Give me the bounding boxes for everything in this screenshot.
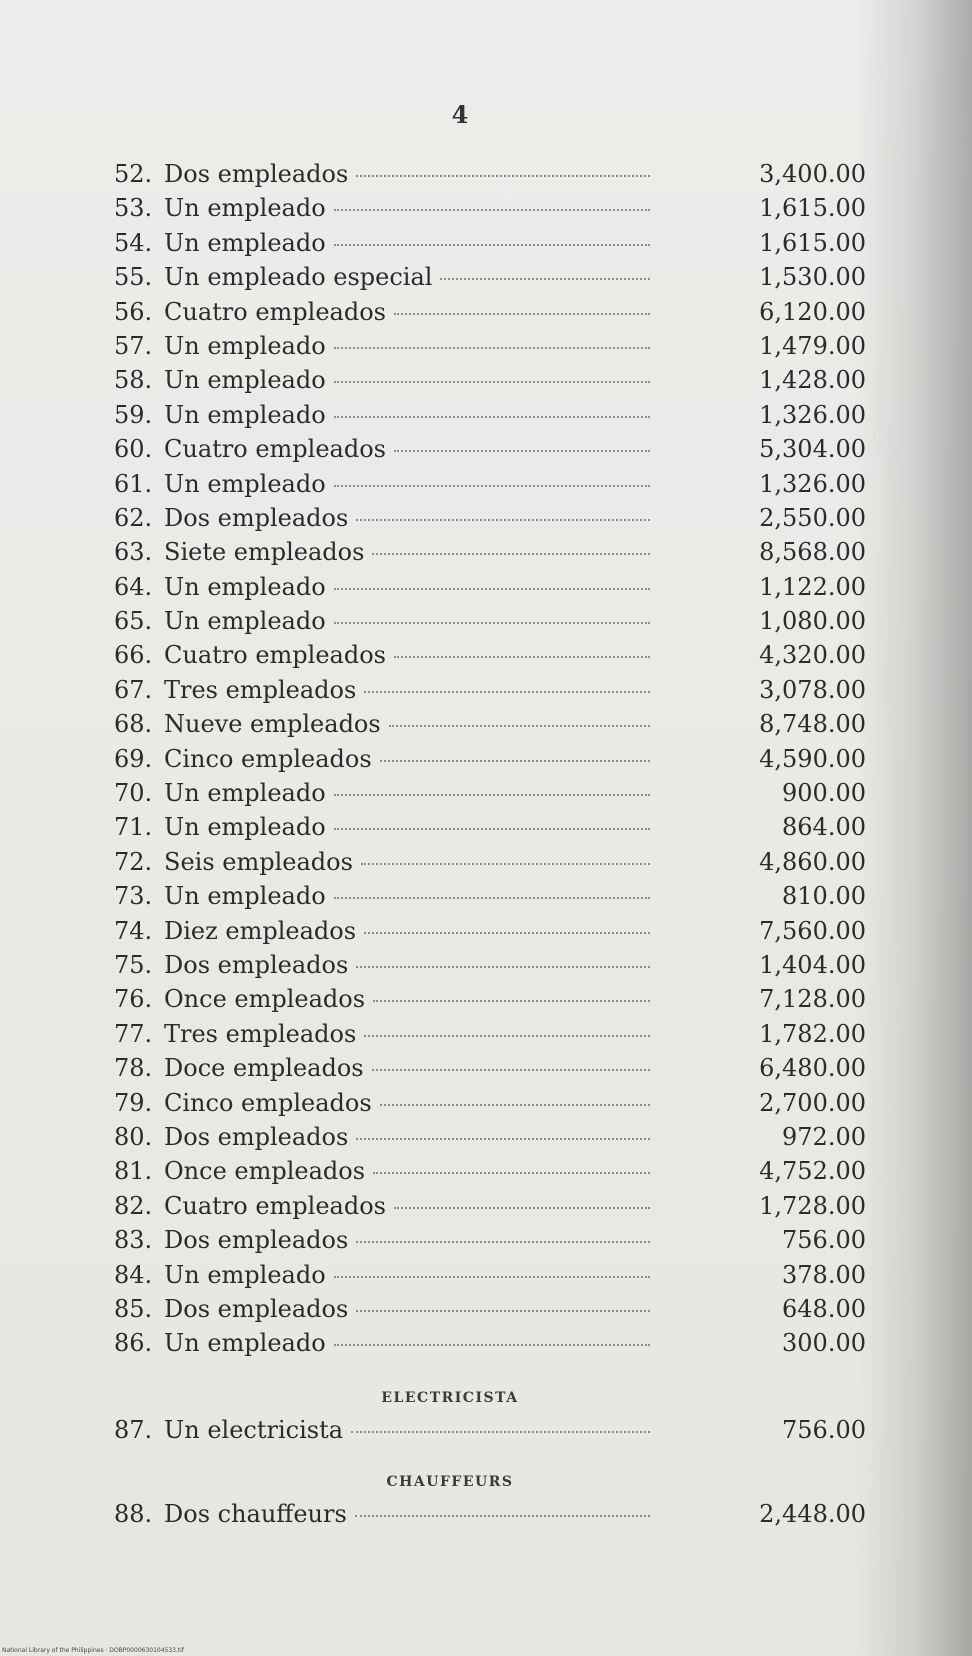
item-amount: 2,448.00 <box>759 1500 866 1529</box>
list-item <box>114 673 866 707</box>
dot-leader <box>334 484 650 487</box>
item-description: Dos chauffeurs <box>164 1500 347 1529</box>
list-item <box>114 432 866 466</box>
item-description: Dos empleados <box>164 950 349 979</box>
list-item <box>114 467 866 501</box>
item-amount: 900.00 <box>782 779 866 808</box>
dot-leader <box>351 1430 650 1433</box>
dot-leader <box>361 862 650 865</box>
item-number: 71. <box>114 813 153 842</box>
item-description: Tres empleados <box>164 1019 357 1048</box>
item-amount: 1,428.00 <box>759 366 866 395</box>
list-item <box>114 1326 866 1360</box>
item-description: Diez empleados <box>164 916 357 945</box>
list-item <box>114 810 866 844</box>
dot-leader <box>373 999 650 1002</box>
list-item <box>114 707 866 741</box>
item-description: Cuatro empleados <box>164 297 386 326</box>
item-description: Dos empleados <box>164 160 349 188</box>
item-number: 55. <box>114 263 153 292</box>
dot-leader <box>364 931 650 934</box>
item-number: 63. <box>114 538 153 567</box>
item-description: Once empleados <box>164 1157 366 1186</box>
item-number: 82. <box>114 1191 153 1220</box>
item-description: Un empleado <box>164 572 326 601</box>
item-description: Un empleado <box>164 1260 326 1289</box>
item-number: 75. <box>114 950 153 979</box>
item-number: 59. <box>114 400 153 429</box>
item-description: Un empleado <box>164 194 326 223</box>
item-amount: 4,320.00 <box>759 641 866 670</box>
scan-footer: National Library of the Philippines · DOBP0000630104533.tif <box>2 1647 185 1654</box>
item-amount: 756.00 <box>782 1415 866 1444</box>
item-amount: 6,480.00 <box>759 1054 866 1083</box>
list-item <box>114 1189 866 1223</box>
item-amount: 972.00 <box>782 1122 866 1151</box>
item-amount: 7,560.00 <box>759 916 866 945</box>
item-amount: 1,530.00 <box>759 263 866 292</box>
item-number: 64. <box>114 572 153 601</box>
item-amount: 864.00 <box>782 813 866 842</box>
item-amount: 3,400.00 <box>759 160 866 188</box>
list-item <box>114 226 866 260</box>
item-amount: 756.00 <box>782 1226 866 1255</box>
dot-leader <box>364 1034 650 1037</box>
item-number: 65. <box>114 607 153 636</box>
item-description: Siete empleados <box>164 538 365 567</box>
item-amount: 378.00 <box>782 1260 866 1289</box>
item-amount: 648.00 <box>782 1294 866 1323</box>
list-item <box>114 1086 866 1120</box>
dot-leader <box>389 724 650 727</box>
item-amount: 3,078.00 <box>759 675 866 704</box>
item-number: 58. <box>114 366 153 395</box>
item-amount: 8,748.00 <box>759 710 866 739</box>
dot-leader <box>334 208 650 211</box>
item-description: Un empleado especial <box>164 263 433 292</box>
dot-leader <box>356 518 650 521</box>
dot-leader <box>334 380 650 383</box>
item-amount: 1,080.00 <box>759 607 866 636</box>
dot-leader <box>380 1103 650 1106</box>
list-item <box>114 948 866 982</box>
list-item <box>114 295 866 329</box>
item-amount: 1,782.00 <box>759 1019 866 1048</box>
item-description: Dos empleados <box>164 1226 349 1255</box>
item-number: 60. <box>114 435 153 464</box>
dot-leader <box>334 587 650 590</box>
list-item <box>114 570 866 604</box>
item-description: Doce empleados <box>164 1054 364 1083</box>
dot-leader <box>356 1309 650 1312</box>
item-amount: 6,120.00 <box>759 297 866 326</box>
item-description: Cuatro empleados <box>164 641 386 670</box>
list-item <box>114 260 866 294</box>
item-number: 66. <box>114 641 153 670</box>
dot-leader <box>334 1343 650 1346</box>
dot-leader <box>356 174 650 177</box>
item-description: Dos empleados <box>164 1122 349 1151</box>
item-description: Un empleado <box>164 400 326 429</box>
item-number: 70. <box>114 779 153 808</box>
dot-leader <box>364 690 650 693</box>
list-item <box>114 1154 866 1188</box>
item-number: 54. <box>114 228 153 257</box>
list-item <box>114 1292 866 1326</box>
dot-leader <box>356 1240 650 1243</box>
list-item <box>114 1223 866 1257</box>
dot-leader <box>394 655 650 658</box>
list-item <box>114 604 866 638</box>
list-item <box>114 191 866 225</box>
item-description: Seis empleados <box>164 847 353 876</box>
item-number: 85. <box>114 1294 153 1323</box>
item-description: Un empleado <box>164 331 326 360</box>
item-amount: 2,550.00 <box>759 503 866 532</box>
item-description: Nueve empleados <box>164 710 381 739</box>
item-amount: 4,860.00 <box>759 847 866 876</box>
page-number: 4 <box>451 100 469 129</box>
list-item <box>114 638 866 672</box>
dot-leader <box>334 346 650 349</box>
item-number: 80. <box>114 1122 153 1151</box>
item-amount: 300.00 <box>782 1329 866 1358</box>
item-number: 52. <box>114 160 153 188</box>
item-number: 57. <box>114 331 153 360</box>
section-heading-chauffeurs: CHAUFFEURS <box>386 1474 514 1491</box>
dot-leader <box>334 415 650 418</box>
item-description: Un empleado <box>164 1329 326 1358</box>
item-number: 53. <box>114 194 153 223</box>
item-number: 67. <box>114 675 153 704</box>
item-description: Un empleado <box>164 228 326 257</box>
item-number: 84. <box>114 1260 153 1289</box>
item-number: 76. <box>114 985 153 1014</box>
list-item <box>114 535 866 569</box>
dot-leader <box>394 449 650 452</box>
item-number: 86. <box>114 1329 153 1358</box>
item-number: 72. <box>114 847 153 876</box>
item-amount: 1,404.00 <box>759 950 866 979</box>
item-description: Un empleado <box>164 607 326 636</box>
dot-leader <box>334 621 650 624</box>
list-item <box>114 914 866 948</box>
item-description: Cuatro empleados <box>164 1191 386 1220</box>
section-heading-electricista: ELECTRICISTA <box>381 1389 519 1406</box>
list-item <box>114 157 866 191</box>
item-amount: 4,590.00 <box>759 744 866 773</box>
dot-leader <box>394 1206 650 1209</box>
item-amount: 810.00 <box>782 882 866 911</box>
item-amount: 8,568.00 <box>759 538 866 567</box>
item-description: Tres empleados <box>164 675 357 704</box>
list-item <box>114 398 866 432</box>
item-amount: 1,326.00 <box>759 400 866 429</box>
dot-leader <box>356 965 650 968</box>
item-number: 73. <box>114 882 153 911</box>
dot-leader <box>356 1137 650 1140</box>
list-item <box>114 1413 866 1447</box>
item-number: 78. <box>114 1054 153 1083</box>
item-description: Un empleado <box>164 882 326 911</box>
item-number: 69. <box>114 744 153 773</box>
list-item <box>114 501 866 535</box>
dot-leader <box>440 277 650 280</box>
item-number: 61. <box>114 469 153 498</box>
item-number: 88. <box>114 1500 153 1529</box>
item-amount: 1,728.00 <box>759 1191 866 1220</box>
item-amount: 2,700.00 <box>759 1088 866 1117</box>
list-item <box>114 1258 866 1292</box>
list-item <box>114 1051 866 1085</box>
item-number: 77. <box>114 1019 153 1048</box>
item-number: 87. <box>114 1415 153 1444</box>
item-number: 83. <box>114 1226 153 1255</box>
item-description: Dos empleados <box>164 503 349 532</box>
dot-leader <box>372 552 650 555</box>
item-number: 74. <box>114 916 153 945</box>
item-description: Un empleado <box>164 779 326 808</box>
dot-leader <box>380 759 650 762</box>
dot-leader <box>334 243 650 246</box>
item-number: 79. <box>114 1088 153 1117</box>
dot-leader <box>355 1514 650 1517</box>
item-description: Un empleado <box>164 366 326 395</box>
list-item <box>114 329 866 363</box>
salary-list <box>114 157 866 1531</box>
item-description: Cuatro empleados <box>164 435 386 464</box>
dot-leader <box>334 793 650 796</box>
list-item <box>114 982 866 1016</box>
list-item <box>114 1017 866 1051</box>
item-amount: 7,128.00 <box>759 985 866 1014</box>
item-description: Un empleado <box>164 469 326 498</box>
entries-list <box>114 157 866 1361</box>
item-description: Un electricista <box>164 1415 344 1444</box>
item-amount: 1,479.00 <box>759 331 866 360</box>
list-item <box>114 1497 866 1531</box>
item-amount: 1,615.00 <box>759 194 866 223</box>
item-description: Once empleados <box>164 985 366 1014</box>
dot-leader <box>334 896 650 899</box>
dot-leader <box>334 1275 650 1278</box>
list-item <box>114 363 866 397</box>
dot-leader <box>372 1068 650 1071</box>
item-description: Cinco empleados <box>164 1088 372 1117</box>
item-amount: 1,122.00 <box>759 572 866 601</box>
list-item <box>114 742 866 776</box>
item-number: 81. <box>114 1157 153 1186</box>
dot-leader <box>373 1171 650 1174</box>
item-number: 68. <box>114 710 153 739</box>
item-number: 56. <box>114 297 153 326</box>
item-number: 62. <box>114 503 153 532</box>
list-item <box>114 776 866 810</box>
list-item <box>114 845 866 879</box>
item-description: Dos empleados <box>164 1294 349 1323</box>
dot-leader <box>394 312 650 315</box>
list-item <box>114 879 866 913</box>
item-description: Un empleado <box>164 813 326 842</box>
dot-leader <box>334 827 650 830</box>
item-amount: 5,304.00 <box>759 435 866 464</box>
item-amount: 1,615.00 <box>759 228 866 257</box>
list-item <box>114 1120 866 1154</box>
item-amount: 4,752.00 <box>759 1157 866 1186</box>
item-amount: 1,326.00 <box>759 469 866 498</box>
item-description: Cinco empleados <box>164 744 372 773</box>
